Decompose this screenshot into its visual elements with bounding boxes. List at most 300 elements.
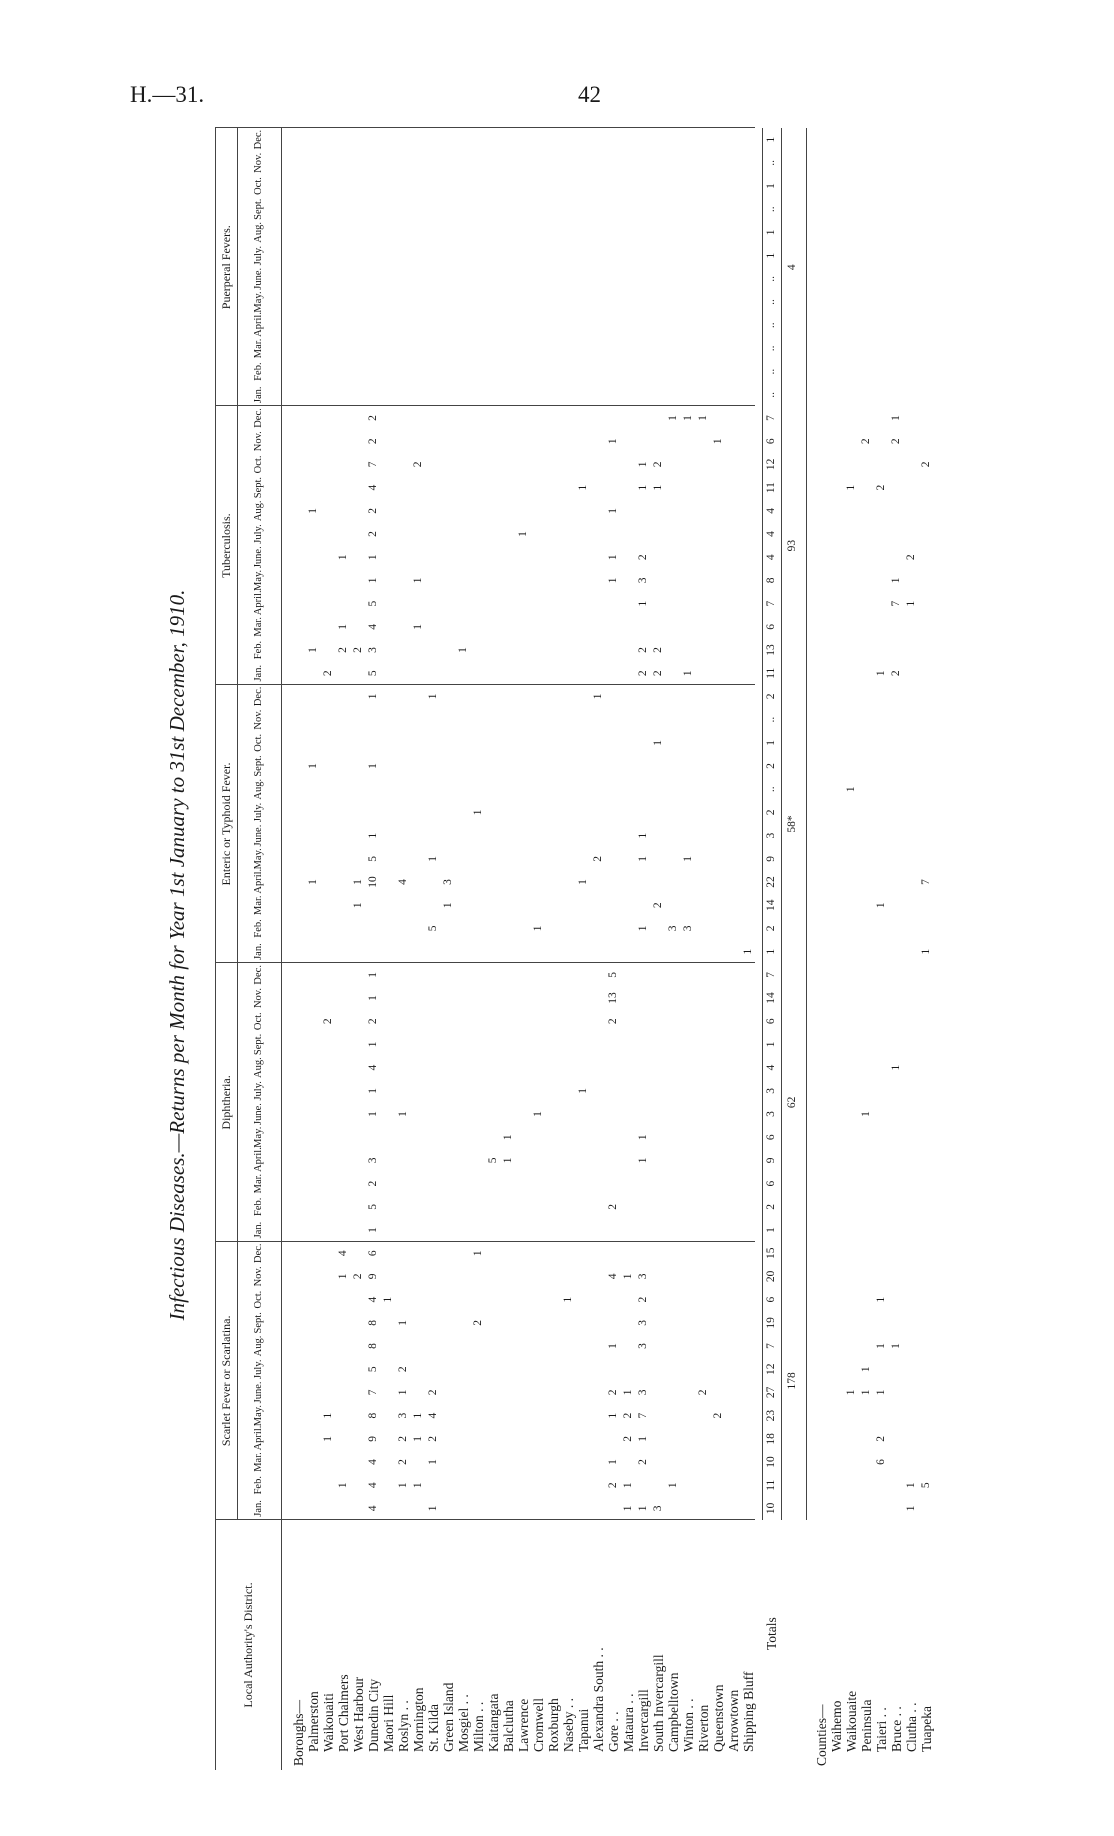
table-cell: 2 <box>622 1412 634 1419</box>
district-name: Invercargill <box>636 1689 651 1752</box>
table-cell: 2 <box>367 438 379 445</box>
table-cell: 1 <box>875 670 887 677</box>
table-cell: 1 <box>472 1250 484 1257</box>
table-cell: 1 <box>890 1343 902 1349</box>
table-cell: 4 <box>337 1250 349 1257</box>
month-header: Jan. <box>253 1221 264 1239</box>
month-header: Aug. <box>253 222 264 243</box>
disease-group-header: Puerperal Fevers. <box>219 225 233 310</box>
total-cell: 9 <box>765 855 777 862</box>
table-cell: 1 <box>562 1296 574 1303</box>
table-cell: 7 <box>637 1412 649 1419</box>
district-name: Roxburgh <box>546 1698 561 1752</box>
total-cell: 6 <box>765 623 777 630</box>
table-cell: 2 <box>697 1389 709 1396</box>
table-cell: 1 <box>427 1505 439 1512</box>
table-cell: 9 <box>367 1273 379 1280</box>
table-cell: 2 <box>920 461 932 468</box>
document-reference: H.—31. <box>130 82 205 107</box>
table-cell: 2 <box>367 415 379 421</box>
table-cell: 2 <box>367 1180 379 1187</box>
month-header: June. <box>253 1103 264 1125</box>
table-cell: 5 <box>367 670 379 677</box>
district-name: Palmerston <box>306 1691 321 1752</box>
table-cell: 1 <box>367 971 379 978</box>
total-cell: 1 <box>765 948 777 955</box>
table-cell: 2 <box>890 670 902 677</box>
district-name: Mataura . . <box>621 1693 636 1752</box>
table-cell: 1 <box>742 948 754 955</box>
table-cell: 3 <box>667 925 679 932</box>
table-cell: 7 <box>920 879 932 885</box>
table-cell: 2 <box>427 1435 439 1442</box>
table-cell: 1 <box>682 415 694 421</box>
total-cell: 14 <box>765 899 777 911</box>
district-name: West Harbour <box>351 1676 366 1752</box>
district-name: Roslyn . . <box>396 1700 411 1752</box>
table-cell: 4 <box>367 1064 379 1071</box>
table-cell: 3 <box>682 925 694 932</box>
table-cell: 1 <box>682 855 694 862</box>
month-header: April. <box>253 312 264 337</box>
table-cell: 1 <box>607 1343 619 1349</box>
table-cell: 3 <box>652 1505 664 1512</box>
total-cell: 2 <box>765 925 777 932</box>
table-cell: 2 <box>427 1389 439 1396</box>
table-cell: 1 <box>397 1389 409 1396</box>
table-cell: 1 <box>382 1296 394 1303</box>
table-cell: 7 <box>367 1389 379 1396</box>
table-cell: 5 <box>920 1482 932 1489</box>
month-header: Nov. <box>253 709 264 730</box>
total-cell: 2 <box>765 1203 777 1210</box>
table-cell: 4 <box>397 879 409 885</box>
table-cell: 1 <box>397 1111 409 1117</box>
total-cell: .. <box>765 159 777 166</box>
table-cell: 1 <box>367 1041 379 1048</box>
table-cell: 1 <box>890 415 902 421</box>
total-cell: 12 <box>765 458 777 471</box>
total-cell: 20 <box>765 1270 777 1283</box>
table-cell: 4 <box>367 484 379 491</box>
total-cell: 6 <box>765 438 777 445</box>
table-cell: 1 <box>502 1134 514 1141</box>
district-name: Lawrence <box>516 1698 531 1752</box>
district-name: South Invercargill <box>651 1654 666 1752</box>
table-cell: 1 <box>845 484 857 491</box>
month-header: Mar. <box>253 1173 264 1194</box>
table-cell: 6 <box>367 1250 379 1257</box>
table-cell: 2 <box>652 647 664 653</box>
total-cell: 13 <box>765 644 777 656</box>
month-header: Mar. <box>253 338 264 359</box>
total-cell: 2 <box>765 693 777 700</box>
table-cell: 1 <box>367 995 379 1001</box>
annual-total: 62 <box>786 1096 798 1109</box>
table-cell: 1 <box>367 832 379 839</box>
table-cell: 3 <box>442 879 454 885</box>
annual-total: 58* <box>786 815 798 833</box>
rule-line <box>215 127 755 128</box>
month-header: Feb. <box>253 362 264 381</box>
district-name: Mosgiel . . <box>456 1694 471 1752</box>
district-name: Dunedin City <box>366 1678 381 1752</box>
total-cell: 22 <box>765 876 777 888</box>
disease-group-header: Scarlet Fever or Scarlatina. <box>219 1315 233 1447</box>
table-cell: 1 <box>367 1087 379 1094</box>
table-cell: 1 <box>337 554 349 561</box>
table-cell: 1 <box>637 1505 649 1512</box>
month-header: June. <box>253 824 264 847</box>
month-header: July. <box>253 1359 264 1379</box>
table-cell: 1 <box>652 739 664 746</box>
total-cell: .. <box>765 716 777 723</box>
month-header: Mar. <box>253 1452 264 1472</box>
table-cell: 1 <box>607 554 619 561</box>
district-column-header: Local Authority's District. <box>241 1582 255 1708</box>
district-name: Balclutha <box>501 1700 516 1752</box>
table-cell: 1 <box>637 461 649 468</box>
month-header: April. <box>253 868 264 894</box>
total-cell: 1 <box>765 183 777 189</box>
district-name: Tuapeka <box>919 1706 934 1752</box>
table-cell: 1 <box>667 1482 679 1489</box>
table-cell: 1 <box>607 1459 619 1465</box>
table-cell: 3 <box>637 1343 649 1349</box>
table-cell: 1 <box>860 1111 872 1117</box>
table-cell: 1 <box>607 1412 619 1419</box>
total-cell: 14 <box>765 992 777 1004</box>
table-cell: 1 <box>442 902 454 909</box>
table-cell: 1 <box>322 1435 334 1442</box>
district-name: St. Kilda <box>426 1703 441 1752</box>
month-header: Sept. <box>253 1312 264 1334</box>
total-cell: 11 <box>765 1479 777 1491</box>
table-cell: 1 <box>860 1389 872 1396</box>
table-cell: 1 <box>637 832 649 839</box>
table-cell: 1 <box>577 879 589 885</box>
table-cell: 2 <box>397 1459 409 1465</box>
total-cell: 18 <box>765 1433 777 1445</box>
table-cell: 1 <box>397 1482 409 1489</box>
district-name: Tapanui <box>576 1708 591 1752</box>
table-cell: 1 <box>697 415 709 421</box>
table-cell: 1 <box>307 879 319 885</box>
table-cell: 1 <box>367 1227 379 1233</box>
total-cell: 2 <box>765 809 777 816</box>
table-cell: 1 <box>905 600 917 607</box>
month-header: June. <box>253 546 264 569</box>
table-cell: 1 <box>637 484 649 491</box>
total-cell: 6 <box>765 1134 777 1141</box>
table-cell: 4 <box>367 1296 379 1303</box>
total-cell: .. <box>765 299 777 305</box>
table-cell: 5 <box>367 1203 379 1210</box>
total-cell: .. <box>765 391 777 398</box>
district-name: Taieri . . <box>874 1707 889 1752</box>
table-cell: 4 <box>607 1273 619 1280</box>
district-name: Winton . . <box>681 1698 696 1752</box>
table-cell: 2 <box>592 855 604 862</box>
month-header: Sept. <box>253 198 264 220</box>
rule-line <box>781 128 782 1520</box>
table-cell: 4 <box>367 623 379 630</box>
table-cell: 2 <box>905 554 917 561</box>
total-cell: 6 <box>765 1296 777 1303</box>
table-cell: 1 <box>622 1389 634 1396</box>
table-cell: 1 <box>860 1366 872 1373</box>
table-cell: 1 <box>667 415 679 421</box>
total-cell: 12 <box>765 1363 777 1375</box>
month-header: Oct. <box>253 1290 264 1309</box>
table-cell: 5 <box>427 925 439 932</box>
month-header: Nov. <box>253 988 264 1009</box>
month-header: Feb. <box>253 1197 264 1216</box>
disease-group-header: Tuberculosis. <box>219 513 233 578</box>
table-cell: 1 <box>890 577 902 584</box>
table-cell: 4 <box>367 1505 379 1512</box>
month-header: Dec. <box>253 686 264 707</box>
table-cell: 6 <box>875 1459 887 1465</box>
table-cell: 2 <box>322 1018 334 1025</box>
table-cell: 1 <box>845 1389 857 1396</box>
table-cell: 2 <box>652 902 664 909</box>
rule-line <box>237 128 238 1520</box>
total-cell: 4 <box>765 531 777 537</box>
table-cell: 1 <box>637 600 649 607</box>
district-name: Naseby . . <box>561 1698 576 1752</box>
table-cell: 2 <box>860 438 872 445</box>
table-cell: 2 <box>622 1435 634 1442</box>
total-cell: 4 <box>765 1064 777 1071</box>
table-cell: 1 <box>652 484 664 491</box>
total-cell: 1 <box>765 739 777 746</box>
disease-group-header: Diphtheria. <box>219 1075 233 1130</box>
total-cell: 8 <box>765 577 777 584</box>
table-cell: 1 <box>890 1064 902 1071</box>
month-header: Oct. <box>253 177 264 195</box>
month-header: Jan. <box>253 386 264 404</box>
section-label: Counties— <box>814 1704 829 1766</box>
total-cell: 11 <box>765 667 777 679</box>
table-cell: 1 <box>427 1459 439 1465</box>
total-cell: 7 <box>765 600 777 607</box>
table-cell: 2 <box>652 461 664 468</box>
table-cell: 1 <box>622 1505 634 1512</box>
table-cell: 5 <box>367 855 379 862</box>
disease-returns-table <box>215 129 1025 1770</box>
table-cell: 1 <box>712 438 724 445</box>
month-header: Sept. <box>253 476 264 499</box>
month-header: July. <box>253 1081 264 1101</box>
month-header: Feb. <box>253 919 264 938</box>
table-cell: 1 <box>352 902 364 909</box>
table-cell: 5 <box>367 600 379 607</box>
table-cell: 1 <box>875 1389 887 1396</box>
month-header: Dec. <box>253 1243 264 1263</box>
month-header: Feb. <box>253 640 264 660</box>
month-header: Aug. <box>253 778 264 800</box>
table-cell: 2 <box>337 647 349 653</box>
total-cell: 11 <box>765 482 777 494</box>
table-cell: 1 <box>397 1319 409 1326</box>
rule-line <box>281 128 282 1770</box>
month-header: Oct. <box>253 733 264 752</box>
month-header: Nov. <box>253 1266 264 1287</box>
rule-line <box>215 1519 755 1520</box>
month-header: Aug. <box>253 1057 264 1078</box>
month-header: June. <box>253 267 264 290</box>
table-cell: 1 <box>367 1111 379 1117</box>
total-cell: 19 <box>765 1317 777 1329</box>
month-header: Oct. <box>253 1012 264 1031</box>
table-cell: 1 <box>307 507 319 514</box>
table-cell: 4 <box>427 1412 439 1419</box>
table-cell: 2 <box>607 1018 619 1025</box>
table-cell: 10 <box>367 876 379 888</box>
table-cell: 1 <box>607 577 619 584</box>
table-cell: 1 <box>637 855 649 862</box>
month-header: Dec. <box>253 129 264 150</box>
table-cell: 1 <box>367 693 379 700</box>
table-cell: 1 <box>367 577 379 584</box>
total-cell: .. <box>765 368 777 375</box>
month-header: July. <box>253 802 264 823</box>
table-cell: 3 <box>637 1273 649 1280</box>
table-cell: 3 <box>637 577 649 584</box>
district-name: Riverton <box>696 1704 711 1752</box>
table-cell: 1 <box>637 1157 649 1164</box>
total-cell: 23 <box>765 1409 777 1422</box>
month-header: July. <box>253 524 264 544</box>
annual-total: 178 <box>786 1372 798 1390</box>
total-cell: 10 <box>765 1456 777 1468</box>
table-cell: 2 <box>875 1435 887 1442</box>
table-cell: 1 <box>337 1482 349 1489</box>
table-cell: 2 <box>637 670 649 677</box>
annual-total: 4 <box>786 264 798 271</box>
table-cell: 1 <box>622 1482 634 1489</box>
table-cell: 5 <box>367 1366 379 1373</box>
month-header: Oct. <box>253 455 264 474</box>
table-cell: 2 <box>352 1273 364 1280</box>
month-header: May. <box>253 848 264 870</box>
table-cell: 1 <box>412 623 424 630</box>
table-cell: 1 <box>577 1087 589 1094</box>
rotated-page-body <box>155 129 1025 1770</box>
table-cell: 2 <box>367 1018 379 1025</box>
month-header: Aug. <box>253 1335 264 1357</box>
table-cell: 5 <box>487 1157 499 1164</box>
district-name: Shipping Bluff <box>741 1671 756 1752</box>
table-cell: 3 <box>637 1389 649 1396</box>
disease-group-header: Enteric or Typhoid Fever. <box>219 762 233 886</box>
month-header: Mar. <box>253 617 264 637</box>
table-cell: 1 <box>307 647 319 653</box>
month-header: July. <box>253 245 264 266</box>
table-cell: 2 <box>637 554 649 561</box>
table-cell: 4 <box>367 1459 379 1465</box>
district-name: Queenstown <box>711 1684 726 1752</box>
page-number: 42 <box>578 82 601 107</box>
table-cell: 1 <box>367 554 379 561</box>
table-cell: 1 <box>682 670 694 677</box>
table-cell: 1 <box>905 1482 917 1489</box>
table-cell: 2 <box>652 670 664 677</box>
district-name: Mornington <box>411 1687 426 1752</box>
total-cell: 1 <box>765 136 777 143</box>
table-cell: 1 <box>412 1482 424 1489</box>
district-name: Arrowtown <box>726 1689 741 1752</box>
table-cell: 3 <box>367 647 379 653</box>
table-cell: 9 <box>367 1435 379 1442</box>
rule-line <box>806 128 807 1520</box>
district-name: Campbelltown <box>666 1672 681 1752</box>
table-cell: 1 <box>607 438 619 445</box>
district-name: Peninsula <box>859 1699 874 1752</box>
table-cell: 1 <box>352 879 364 885</box>
month-header: Jan. <box>253 1500 264 1517</box>
month-header: June. <box>253 1381 264 1404</box>
month-header: Jan. <box>253 664 264 682</box>
month-header: May. <box>253 1405 264 1427</box>
rule-line <box>215 962 755 963</box>
table-cell: 1 <box>622 1273 634 1280</box>
district-name: Gore . . <box>606 1711 621 1752</box>
total-cell: .. <box>765 275 777 282</box>
total-cell: 2 <box>765 763 777 769</box>
month-header: Nov. <box>253 431 264 452</box>
table-cell: 2 <box>472 1319 484 1326</box>
table-cell: 1 <box>502 1157 514 1164</box>
month-header: Jan. <box>253 943 264 960</box>
month-header: May. <box>253 1126 264 1148</box>
month-header: April. <box>253 1147 264 1172</box>
district-name: Alexandra South . . <box>591 1647 606 1752</box>
table-cell: 2 <box>637 1459 649 1465</box>
annual-total: 93 <box>786 539 798 552</box>
total-cell: 7 <box>765 1343 777 1349</box>
table-cell: 2 <box>607 1203 619 1210</box>
month-header: Sept. <box>253 1033 264 1056</box>
table-cell: 2 <box>712 1412 724 1419</box>
table-cell: 8 <box>367 1319 379 1326</box>
district-name: Port Chalmers <box>336 1674 351 1752</box>
table-cell: 2 <box>875 484 887 491</box>
total-cell: .. <box>765 206 777 213</box>
table-cell: 1 <box>637 925 649 932</box>
table-cell: 2 <box>367 531 379 537</box>
total-cell: 1 <box>765 1227 777 1233</box>
section-label: Boroughs— <box>291 1699 306 1766</box>
table-cell: 1 <box>875 1296 887 1303</box>
table-cell: 2 <box>322 670 334 677</box>
total-cell: 7 <box>765 971 777 978</box>
table-cell: 1 <box>577 484 589 491</box>
table-cell: 3 <box>397 1412 409 1419</box>
table-cell: 2 <box>607 1482 619 1489</box>
table-cell: 1 <box>472 809 484 816</box>
total-cell: .. <box>765 322 777 329</box>
district-name: Milton . . <box>471 1701 486 1752</box>
month-header: April. <box>253 1425 264 1451</box>
total-cell: 1 <box>765 229 777 236</box>
table-cell: 2 <box>412 461 424 468</box>
table-cell: 1 <box>532 925 544 932</box>
table-cell: 1 <box>457 647 469 653</box>
district-name: Maori Hill <box>381 1694 396 1752</box>
district-name: Waikouaiti <box>321 1693 336 1752</box>
